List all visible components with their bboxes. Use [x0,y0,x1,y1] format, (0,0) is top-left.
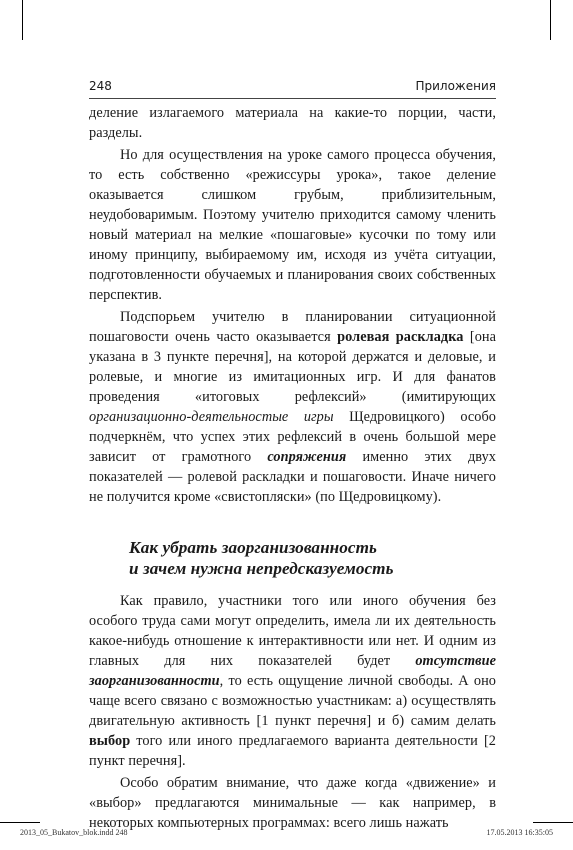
page-body [89,103,496,833]
crop-mark-top-right [550,0,551,40]
slug-filename: 2013_05_Bukatov_blok.indd 248 [20,828,128,837]
bold-term: ролевая раскладка [337,329,464,345]
page-number: 248 [89,79,112,93]
paragraph: Как правило, участники того или иного обучения без особого труда сами могут определить, имела ли их деятельность какое-нибудь отношение к интерактивности или нет. И одним из главных для них показателей будет отсутствие заорганизованности, то есть ощущение личной свободы. А оно чаще всего связано с возможностью участникам: а) осуществлять двигательную активность [1 пункт перечня] и б) самим делать выбор того или иного предлагаемого варианта деятельности [2 пункт перечня]. [89,593,496,769]
bold-term: выбор [89,733,131,749]
italic-term: организационно-деятельностые игры [89,409,334,425]
print-slug [20,828,553,840]
paragraph: Особо обратим внимание, что даже когда «движение» и «выбор» предлагаются минимальные — как например, в некоторых компьютерных программах: всего лишь нажать [89,775,496,831]
paragraph: деление излагаемого материала на какие-то порции, части, разделы. [89,105,496,141]
running-title: Приложения [415,79,496,93]
crop-mark-top-left [22,0,23,40]
slug-timestamp: 17.05.2013 16:35:05 [486,828,553,837]
bold-italic-term: отсутствие заорганизованности [89,653,496,689]
bold-italic-term: сопряжения [267,449,347,465]
section-title: Как убрать заорганизованность и зачем нужна непредсказуемость [129,538,394,578]
paragraph: Но для осуществления на уроке самого процесса обучения, то есть собственно «режиссуры урока», такое деление оказывается слишком грубым, приблизительным, неудобоваримым. Поэтому учителю приходится самому членить новый материал на мелкие «пошаговые» кусочки по тому или иному принципу, выбираемому им, исходя из учёта ситуации, подготовленности обучаемых и планирования своих собственных перспектив. [89,147,496,303]
crop-mark-bottom-right [533,822,573,823]
paragraph: Подспорьем учителю в планировании ситуационной пошаговости очень часто оказывается ролевая раскладка [она указана в 3 пункте перечня], на которой держатся и деловые, и ролевые, и многие из имитационных игр. И для фанатов проведения «итоговых рефлексий» (имитирующих организационно-деятельностые игры Щедровицкого) особо подчеркнём, что успех этих рефлексий в очень большой мере зависит от грамотного сопряжения именно этих двух показателей — ролевой раскладки и пошаговости. Иначе ничего не получится кроме «свистопляски» (по Щедровицкому). [89,309,497,505]
running-header [89,78,496,99]
crop-mark-bottom-left [0,822,40,823]
